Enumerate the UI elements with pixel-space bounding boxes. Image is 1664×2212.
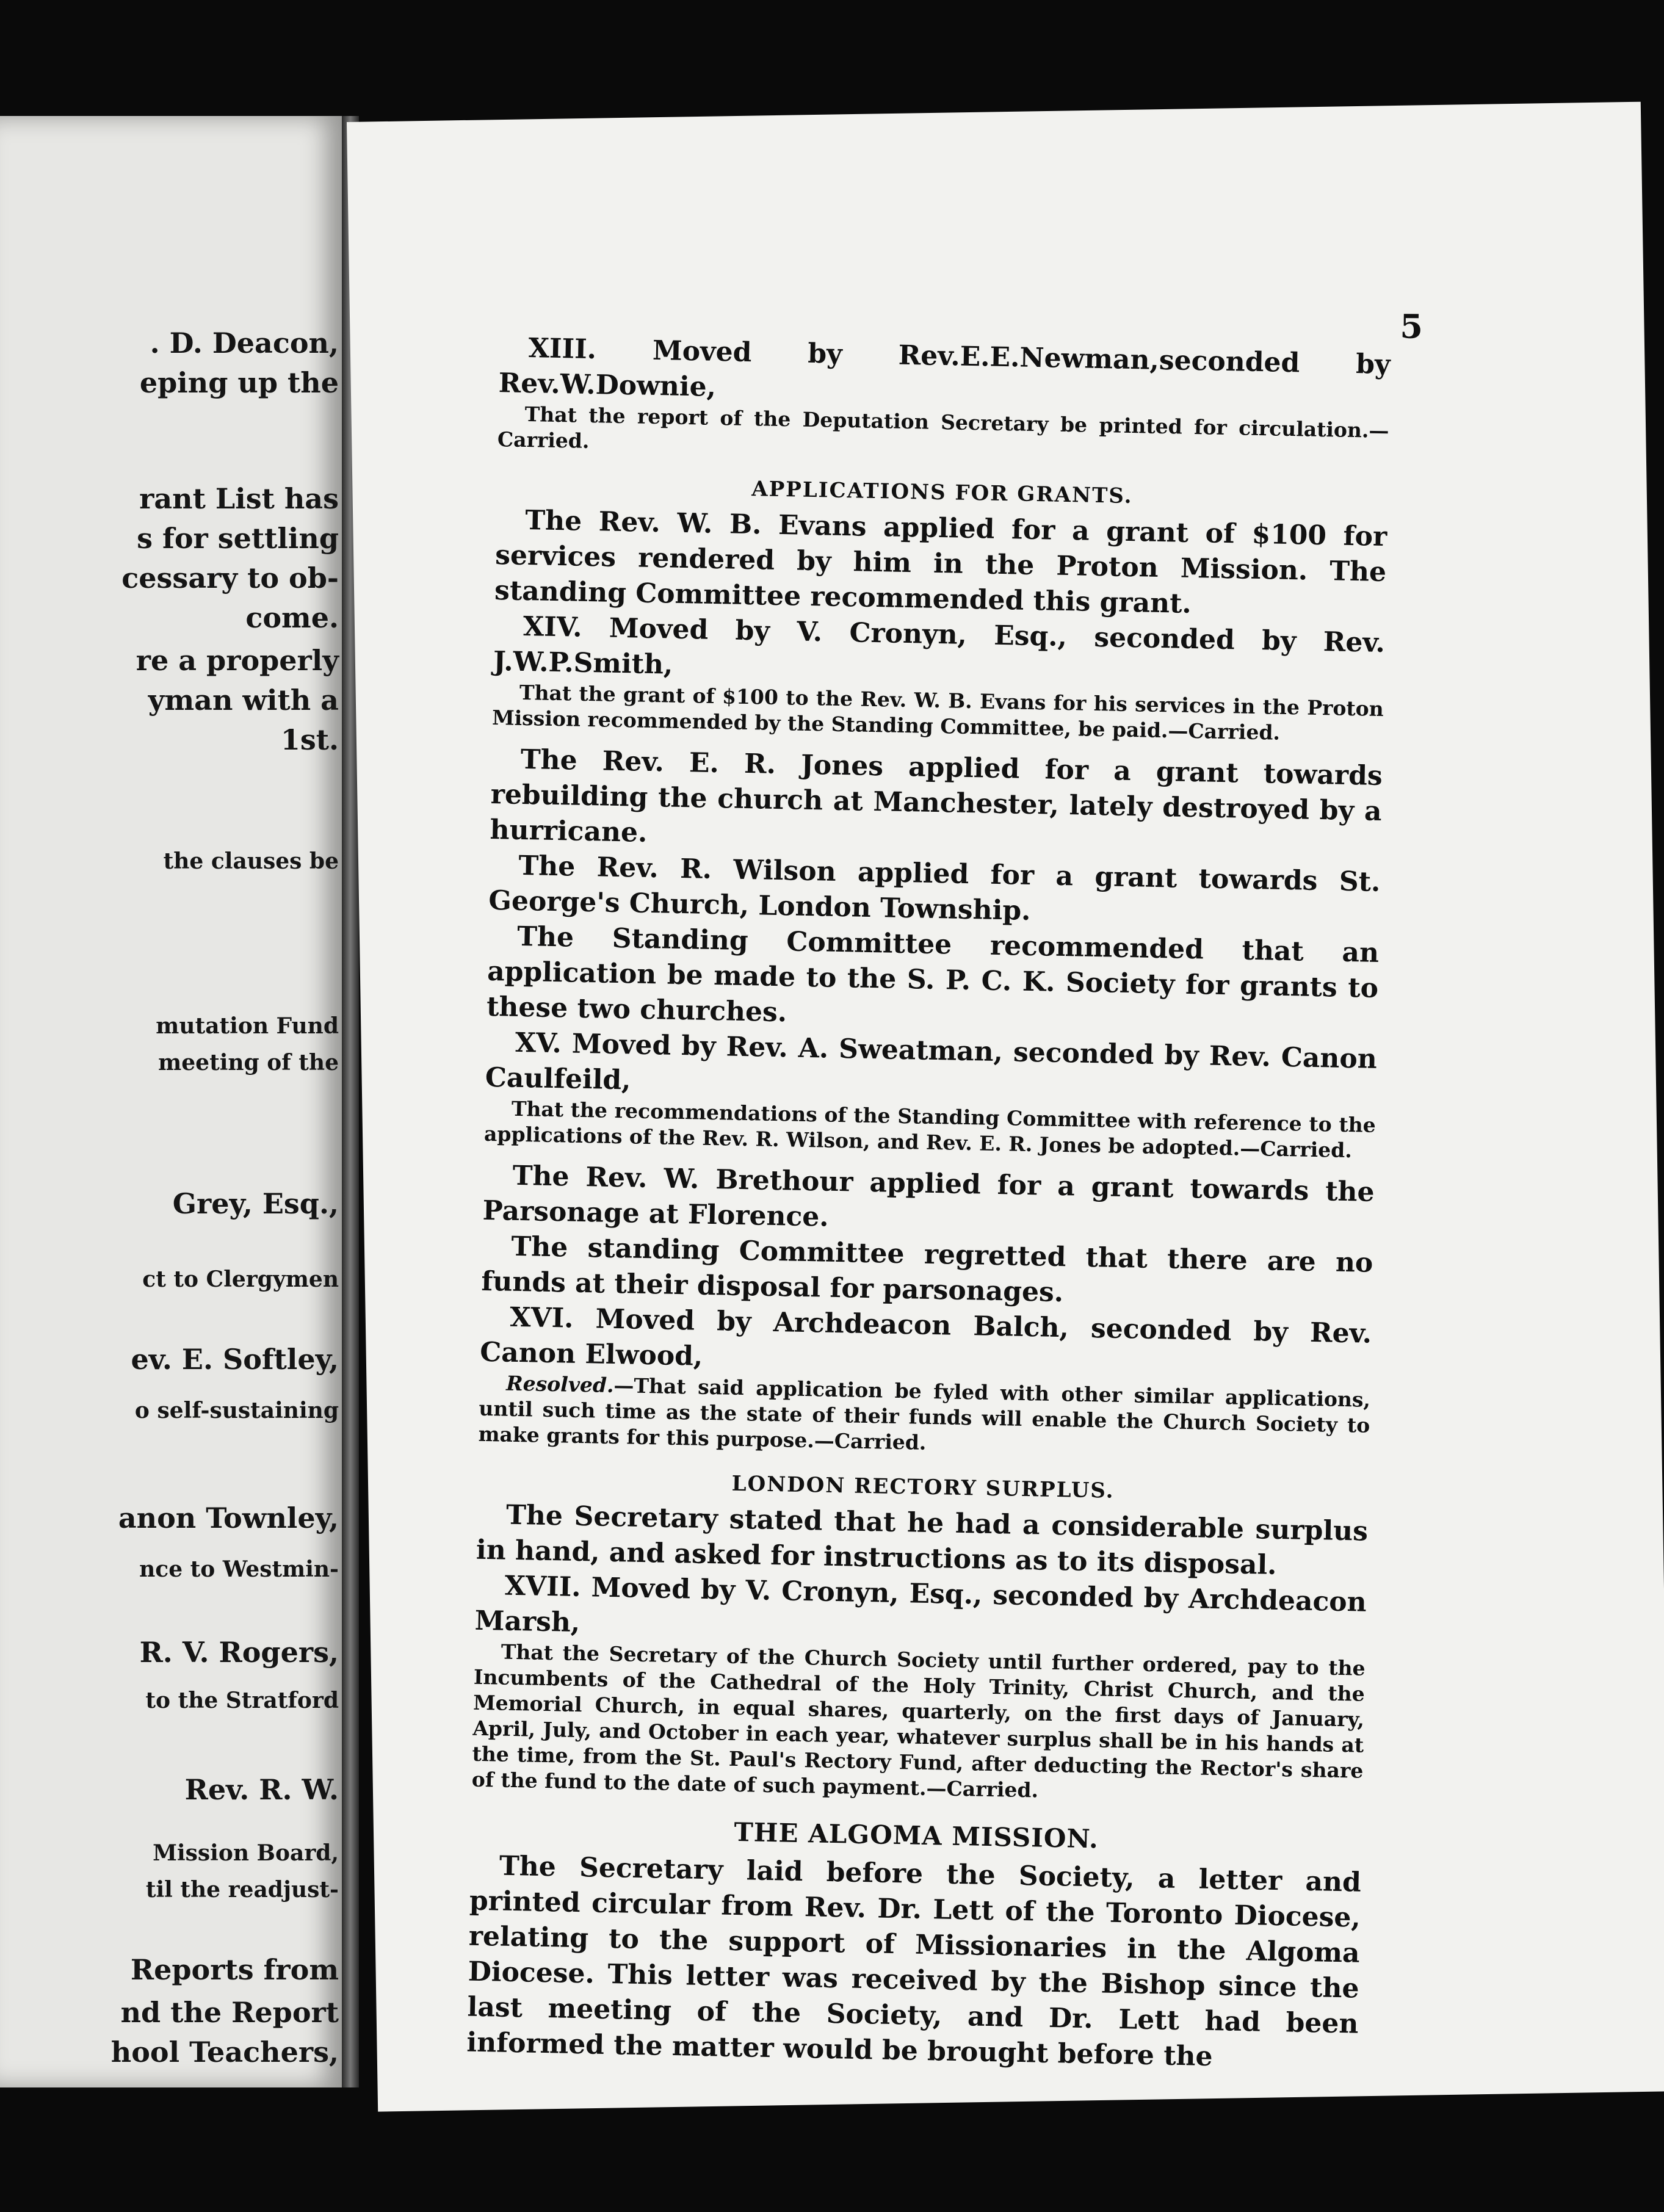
- left-page-fragment: to the Stratford: [145, 1688, 339, 1713]
- resolution-text: That the recommendations of the Standing Committee with reference to the applications of the Rev. R. Wilson, and Rev. E. R. Jones be adopted.—Carried.: [483, 1096, 1376, 1163]
- left-page-fragment: rant List has: [139, 482, 339, 515]
- resolution-text: That the grant of $100 to the Rev. W. B. Evans for his services in the Proton Mission recommended by the Standing Committee, be paid.—Carried.: [491, 680, 1384, 745]
- minute-paragraph: The Secretary stated that he had a considerable surplus in hand, and asked for instructions as to its disposal.: [476, 1499, 1369, 1581]
- left-page-fragment: re a properly: [136, 644, 339, 677]
- right-page: [347, 102, 1664, 2112]
- minute-paragraph: XV. Moved by Rev. A. Sweatman, seconded by Rev. Canon Caulfeild,: [485, 1027, 1378, 1096]
- left-page-fragment: hool Teachers,: [110, 2036, 339, 2069]
- left-page-fragment: mutation Fund: [156, 1013, 339, 1039]
- resolution-body: —That said application be fyled with other similar applications, until such time as the state of their funds will enable the Church Society to make grants for this purpose.—Carried.: [478, 1373, 1371, 1455]
- resolved-label: Resolved.: [505, 1371, 614, 1398]
- left-page-fragment: s for settling: [137, 522, 339, 555]
- minute-paragraph: The Standing Committee recommended that an application be made to the S. P. C. K. Society for grants to these two churches.: [486, 920, 1380, 1028]
- section-heading: APPLICATIONS FOR GRANTS.: [751, 477, 1133, 509]
- left-page-fragment: the clauses be: [163, 848, 339, 874]
- minute-paragraph: XIV. Moved by V. Cronyn, Esq., seconded by Rev. J.W.P.Smith,: [493, 610, 1386, 681]
- minute-paragraph: The Rev. E. R. Jones applied for a grant towards rebuilding the church at Manchester, lately destroyed by a hurricane.: [490, 743, 1383, 848]
- left-page-fragment: cessary to ob-: [121, 562, 339, 595]
- left-page-fragment: o self-sustaining: [134, 1398, 339, 1423]
- left-page-fragment: Rev. R. W.: [184, 1773, 339, 1806]
- left-page: [0, 116, 345, 2087]
- left-page-fragment: meeting of the: [158, 1050, 339, 1075]
- minute-paragraph: XVI. Moved by Archdeacon Balch, seconded by Rev. Canon Elwood,: [479, 1301, 1372, 1372]
- left-page-fragment: Reports from: [130, 1953, 339, 1986]
- section-heading: THE ALGOMA MISSION.: [734, 1816, 1099, 1854]
- page-content: [466, 330, 1391, 2078]
- minute-paragraph: The Rev. W. Brethour applied for a grant towards the Parsonage at Florence.: [482, 1160, 1375, 1233]
- left-page-fragment: nd the Report: [120, 1996, 339, 2029]
- minute-paragraph: XIII. Moved by Rev.E.E.Newman,seconded by Rev.W.Downie,: [498, 333, 1391, 403]
- minute-paragraph: The standing Committee regretted that there are no funds at their disposal for parsonages.: [480, 1231, 1373, 1309]
- left-page-fragment: Grey, Esq.,: [172, 1187, 339, 1220]
- left-page-fragment: yman with a: [148, 684, 339, 717]
- resolution-text: That the Secretary of the Church Society until further ordered, pay to the Incumbents of the Cathedral of the Holy Trinity, Christ Church, and the Memorial Church, in equal shares, quarterly, on the first days of January, April, July, and October in each year, whatever surplus shall be in his hands at the time, from the St. Paul's Rectory Fund, after deducting the Rector's share of the fund to the date of such payment.—Carried.: [471, 1639, 1366, 1802]
- minute-paragraph: XVII. Moved by V. Cronyn, Esq., seconded by Archdeacon Marsh,: [474, 1570, 1367, 1639]
- left-page-fragment: ct to Clergymen: [142, 1267, 339, 1292]
- minute-paragraph: The Rev. R. Wilson applied for a grant towards St. George's Church, London Township.: [488, 850, 1381, 927]
- left-page-fragment: ev. E. Softley,: [131, 1343, 339, 1376]
- left-page-fragment: 1st.: [280, 723, 339, 756]
- resolution-text: That the report of the Deputation Secretary be printed for circulation.—Carried.: [497, 402, 1389, 453]
- left-page-fragment: anon Townley,: [118, 1502, 339, 1534]
- minute-paragraph: The Rev. W. B. Evans applied for a grant of $100 for services rendered by him in the Proton Mission. The standing Committee recommended this grant.: [494, 504, 1387, 620]
- section-heading: LONDON RECTORY SURPLUS.: [731, 1471, 1115, 1503]
- left-page-fragment: Mission Board,: [153, 1840, 339, 1866]
- left-page-fragment: nce to Westmin-: [139, 1556, 339, 1582]
- left-page-fragment: eping up the: [139, 366, 339, 399]
- page-number: 5: [1400, 306, 1423, 346]
- left-page-fragment: . D. Deacon,: [150, 327, 339, 360]
- left-page-fragment: R. V. Rogers,: [139, 1636, 339, 1669]
- left-page-fragment: come.: [245, 601, 339, 634]
- left-page-fragment: til the readjust-: [145, 1877, 339, 1903]
- minute-paragraph: The Secretary laid before the Society, a letter and printed circular from Rev. Dr. Lett of the Toronto Diocese, relating to the support of Missionaries in the Algoma Diocese. This letter was received by the Bishop since the last meeting of the Society, and Dr. Lett had been informed the matter would be brought before the: [466, 1850, 1362, 2073]
